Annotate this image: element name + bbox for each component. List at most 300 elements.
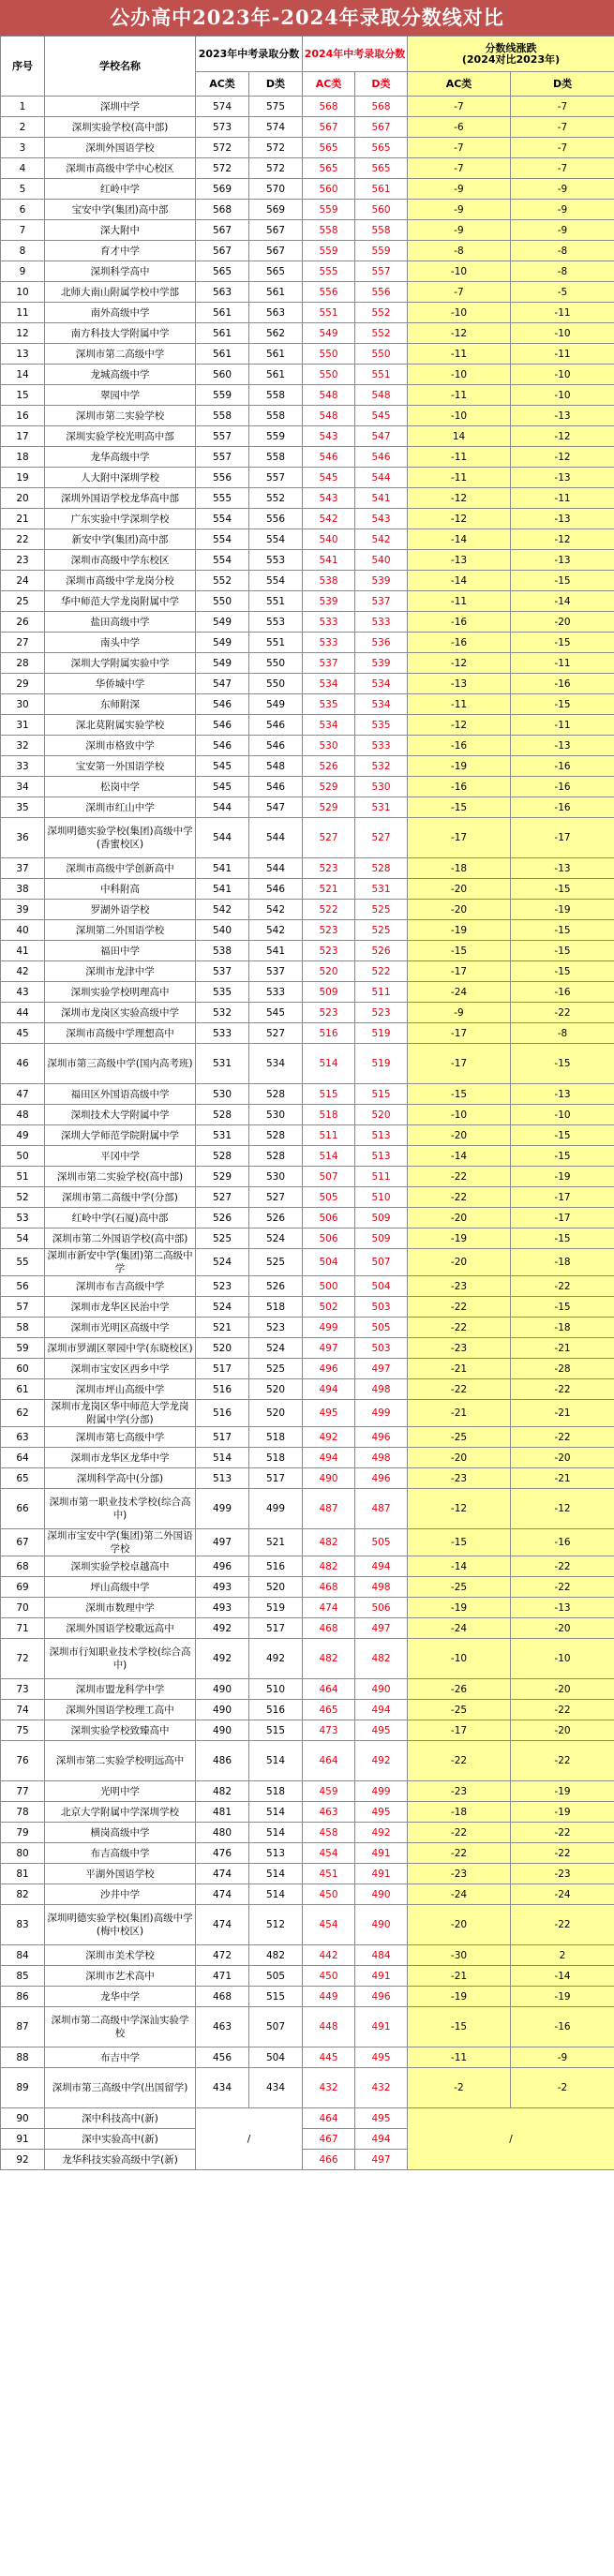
ac-change-cell: -19 [408, 1987, 511, 2007]
ac-2024-cell: 494 [303, 1448, 355, 1468]
ac-2023-cell: 554 [196, 509, 249, 529]
seq-cell: 61 [1, 1379, 45, 1400]
d-2024-cell: 527 [355, 818, 408, 858]
ac-2023-cell: 524 [196, 1249, 249, 1276]
ac-2023-cell: 531 [196, 1044, 249, 1084]
d-2024-cell: 492 [355, 1741, 408, 1781]
seq-cell: 82 [1, 1884, 45, 1905]
ac-change-cell: -17 [408, 961, 511, 982]
d-2024-cell: 531 [355, 879, 408, 900]
d-2024-cell: 537 [355, 591, 408, 612]
table-row [1, 1843, 614, 1864]
ac-change-cell: -12 [408, 653, 511, 674]
table-row [1, 1468, 614, 1489]
ac-change-cell: -22 [408, 1843, 511, 1864]
d-2024-cell: 545 [355, 406, 408, 426]
school-name-cell: 深圳市第七高级中学 [45, 1427, 196, 1448]
d-2024-cell: 491 [355, 2007, 408, 2047]
d-2024-cell: 565 [355, 158, 408, 179]
score2023-new-merged-cell: / [196, 2108, 303, 2170]
table-row [1, 138, 614, 158]
d-2023-cell: 527 [249, 1187, 303, 1208]
d-2024-cell: 560 [355, 200, 408, 220]
ac-2024-cell: 459 [303, 1781, 355, 1802]
d-2023-cell: 554 [249, 571, 303, 591]
ac-2024-cell: 518 [303, 1105, 355, 1125]
table-row [1, 1400, 614, 1427]
ac-2024-cell: 451 [303, 1864, 355, 1884]
d-change-cell: -17 [511, 1187, 614, 1208]
ac-change-cell: -24 [408, 1618, 511, 1639]
ac-2023-cell: 474 [196, 1905, 249, 1945]
ac-change-cell: -11 [408, 385, 511, 406]
school-name-cell: 深北莫附属实验学校 [45, 715, 196, 736]
school-name-cell: 深圳市高级中学龙岗分校 [45, 571, 196, 591]
school-name-cell: 深圳市格致中学 [45, 736, 196, 756]
table-row [1, 1084, 614, 1105]
d-2024-cell: 495 [355, 1720, 408, 1741]
ac-2024-cell: 541 [303, 550, 355, 571]
d-2024-cell: 496 [355, 1468, 408, 1489]
d-change-cell: -20 [511, 612, 614, 633]
seq-cell: 50 [1, 1146, 45, 1167]
d-change-cell: -11 [511, 344, 614, 365]
d-2023-cell: 516 [249, 1700, 303, 1720]
seq-cell: 45 [1, 1023, 45, 1044]
ac-change-cell: -15 [408, 1529, 511, 1556]
seq-cell: 89 [1, 2068, 45, 2108]
ac-change-cell: -9 [408, 1003, 511, 1023]
seq-cell: 72 [1, 1639, 45, 1679]
ac-change-cell: -22 [408, 1379, 511, 1400]
ac-2023-cell: 490 [196, 1679, 249, 1700]
seq-cell: 65 [1, 1468, 45, 1489]
ac-2024-cell: 487 [303, 1489, 355, 1529]
ac-2023-cell: 528 [196, 1105, 249, 1125]
table-row [1, 777, 614, 797]
ac-change-cell: -20 [408, 1125, 511, 1146]
d-2024-cell: 496 [355, 1427, 408, 1448]
table-row [1, 447, 614, 468]
table-row [1, 200, 614, 220]
ac-change-cell: -12 [408, 1489, 511, 1529]
school-name-cell: 深圳大学附属实验中学 [45, 653, 196, 674]
d-2023-cell: 552 [249, 488, 303, 509]
table-row [1, 1338, 614, 1359]
table-row [1, 1489, 614, 1529]
d-2024-cell: 498 [355, 1379, 408, 1400]
school-name-cell: 沙井中学 [45, 1884, 196, 1905]
school-header: 学校名称 [45, 37, 196, 97]
table-row [1, 1187, 614, 1208]
d-change-cell: -7 [511, 97, 614, 117]
d-2024-cell: 491 [355, 1864, 408, 1884]
d-change-cell: -11 [511, 303, 614, 323]
table-row [1, 797, 614, 818]
d-change-cell: -13 [511, 406, 614, 426]
d-change-cell: -16 [511, 1529, 614, 1556]
table-row [1, 694, 614, 715]
ac-2024-cell: 496 [303, 1359, 355, 1379]
ac-2024-cell: 448 [303, 2007, 355, 2047]
table-row [1, 1379, 614, 1400]
seq-cell: 13 [1, 344, 45, 365]
ac-2023-cell: 526 [196, 1208, 249, 1228]
table-row [1, 97, 614, 117]
d-2023-cell: 518 [249, 1297, 303, 1318]
ac-2024-cell: 454 [303, 1905, 355, 1945]
d-2023-cell: 575 [249, 97, 303, 117]
school-name-cell: 深圳科学高中(分部) [45, 1468, 196, 1489]
ac-change-cell: -13 [408, 550, 511, 571]
d-change-cell: -21 [511, 1468, 614, 1489]
seq-cell: 56 [1, 1276, 45, 1297]
table-row [1, 426, 614, 447]
ac-2024-cell: 468 [303, 1618, 355, 1639]
ac-change-cell: -11 [408, 2047, 511, 2068]
ac-change-cell: -17 [408, 1023, 511, 1044]
ac-change-cell: -2 [408, 2068, 511, 2108]
d-2024-cell: 542 [355, 529, 408, 550]
school-name-cell: 东师附深 [45, 694, 196, 715]
ac-2023-cell: 481 [196, 1802, 249, 1823]
d-change-header: D类 [511, 72, 614, 97]
seq-cell: 67 [1, 1529, 45, 1556]
school-name-cell: 深大附中 [45, 220, 196, 241]
seq-cell: 26 [1, 612, 45, 633]
table-row [1, 1823, 614, 1843]
d-2023-cell: 526 [249, 1276, 303, 1297]
d-change-cell: -22 [511, 1700, 614, 1720]
d-2023-cell: 507 [249, 2007, 303, 2047]
school-name-cell: 深圳实验学校明理高中 [45, 982, 196, 1003]
d-change-cell: -18 [511, 1249, 614, 1276]
d-change-cell: -22 [511, 1556, 614, 1577]
d-change-cell: -13 [511, 736, 614, 756]
school-name-cell: 新安中学(集团)高中部 [45, 529, 196, 550]
school-name-cell: 深圳市艺术高中 [45, 1966, 196, 1987]
seq-cell: 12 [1, 323, 45, 344]
seq-cell: 42 [1, 961, 45, 982]
ac-change-cell: -19 [408, 920, 511, 941]
ac-2023-cell: 497 [196, 1529, 249, 1556]
ac-change-cell: -18 [408, 858, 511, 879]
table-row [1, 303, 614, 323]
seq-cell: 79 [1, 1823, 45, 1843]
ac-2024-cell: 543 [303, 488, 355, 509]
ac-2024-cell: 534 [303, 674, 355, 694]
d-2024-cell: 497 [355, 1618, 408, 1639]
ac-2023-cell: 565 [196, 261, 249, 282]
school-name-cell: 深圳外国语学校理工高中 [45, 1700, 196, 1720]
d-2023-cell: 567 [249, 241, 303, 261]
table-row [1, 1167, 614, 1187]
d-2024-cell: 495 [355, 2108, 408, 2129]
ac-change-cell: -22 [408, 1741, 511, 1781]
d-2024-cell: 550 [355, 344, 408, 365]
d-2024-cell: 494 [355, 2129, 408, 2150]
d-2024-cell: 552 [355, 303, 408, 323]
d-2024-cell: 482 [355, 1639, 408, 1679]
d-2023-cell: 537 [249, 961, 303, 982]
d-2024-cell: 546 [355, 447, 408, 468]
school-name-cell: 深圳市龙岗区华中师范大学龙岗附属中学(分部) [45, 1400, 196, 1427]
d-2023-cell: 514 [249, 1741, 303, 1781]
ac-change-cell: -8 [408, 241, 511, 261]
school-name-cell: 盐田高级中学 [45, 612, 196, 633]
ac-change-cell: -14 [408, 1146, 511, 1167]
seq-cell: 70 [1, 1598, 45, 1618]
ac-2023-cell: 535 [196, 982, 249, 1003]
school-name-cell: 深圳市第一职业技术学校(综合高中) [45, 1489, 196, 1529]
table-row [1, 858, 614, 879]
d-change-cell: -16 [511, 674, 614, 694]
ac-change-cell: -16 [408, 633, 511, 653]
ac-2023-cell: 567 [196, 220, 249, 241]
table-row [1, 117, 614, 138]
school-name-cell: 深圳实验学校致臻高中 [45, 1720, 196, 1741]
school-name-cell: 深圳大学师范学院附属中学 [45, 1125, 196, 1146]
ac-2024-cell: 526 [303, 756, 355, 777]
seq-cell: 46 [1, 1044, 45, 1084]
school-name-cell: 深圳市罗湖区翠园中学(东晓校区) [45, 1338, 196, 1359]
d-change-cell: -11 [511, 488, 614, 509]
d-2024-cell: 523 [355, 1003, 408, 1023]
school-name-cell: 深圳市龙岗区实验高级中学 [45, 1003, 196, 1023]
d-2023-cell: 553 [249, 550, 303, 571]
d-2024-cell: 491 [355, 1966, 408, 1987]
ac-2024-cell: 442 [303, 1945, 355, 1966]
d-2024-cell: 535 [355, 715, 408, 736]
seq-cell: 44 [1, 1003, 45, 1023]
table-row [1, 385, 614, 406]
d-2023-cell: 561 [249, 282, 303, 303]
ac-2023-cell: 559 [196, 385, 249, 406]
seq-cell: 58 [1, 1318, 45, 1338]
table-row [1, 982, 614, 1003]
d-2024-cell: 531 [355, 797, 408, 818]
ac-change-cell: -20 [408, 1249, 511, 1276]
d-2023-cell: 546 [249, 736, 303, 756]
d-2024-cell: 494 [355, 1700, 408, 1720]
ac-2024-cell: 464 [303, 2108, 355, 2129]
d-2023-cell: 505 [249, 1966, 303, 1987]
seq-cell: 64 [1, 1448, 45, 1468]
d-2024-cell: 498 [355, 1577, 408, 1598]
seq-cell: 55 [1, 1249, 45, 1276]
d-change-cell: -16 [511, 797, 614, 818]
ac-change-cell: -20 [408, 1448, 511, 1468]
table-row [1, 1577, 614, 1598]
ac-2023-cell: 474 [196, 1884, 249, 1905]
d-2024-cell: 497 [355, 2150, 408, 2170]
ac-2023-cell: 529 [196, 1167, 249, 1187]
d-2024-cell: 494 [355, 1556, 408, 1577]
d-change-cell: -19 [511, 1987, 614, 2007]
ac-2023-cell: 493 [196, 1577, 249, 1598]
d-change-cell: -18 [511, 1318, 614, 1338]
ac-2024-cell: 556 [303, 282, 355, 303]
ac-2024-cell: 473 [303, 1720, 355, 1741]
d-change-cell: -20 [511, 1618, 614, 1639]
school-name-cell: 深圳市行知职业技术学校(综合高中) [45, 1639, 196, 1679]
ac-2024-cell: 523 [303, 858, 355, 879]
d-change-cell: -7 [511, 117, 614, 138]
d-2024-cell: 490 [355, 1679, 408, 1700]
seq-cell: 62 [1, 1400, 45, 1427]
ac-change-cell: -14 [408, 1556, 511, 1577]
ac-2024-cell: 559 [303, 200, 355, 220]
school-name-cell: 南方科技大学附属中学 [45, 323, 196, 344]
d-2024-cell: 533 [355, 612, 408, 633]
d-2024-cell: 432 [355, 2068, 408, 2108]
ac-2023-cell: 471 [196, 1966, 249, 1987]
seq-cell: 49 [1, 1125, 45, 1146]
seq-cell: 17 [1, 426, 45, 447]
ac-2024-cell: 506 [303, 1208, 355, 1228]
table-row [1, 1297, 614, 1318]
table-row [1, 941, 614, 961]
ac-2024-cell: 516 [303, 1023, 355, 1044]
table-row [1, 715, 614, 736]
school-name-cell: 深圳市第二高级中学深汕实验学校 [45, 2007, 196, 2047]
ac-2023-cell: 546 [196, 736, 249, 756]
ac-change-cell: -16 [408, 736, 511, 756]
ac-2023-cell: 567 [196, 241, 249, 261]
table-row [1, 1720, 614, 1741]
ac-2024-cell: 535 [303, 694, 355, 715]
ac-change-cell: -22 [408, 1297, 511, 1318]
school-name-cell: 福田中学 [45, 941, 196, 961]
table-row [1, 756, 614, 777]
table-row [1, 1318, 614, 1338]
ac-2024-cell: 533 [303, 633, 355, 653]
seq-cell: 74 [1, 1700, 45, 1720]
d-2024-cell: 505 [355, 1318, 408, 1338]
ac-change-cell: -15 [408, 1084, 511, 1105]
ac-2024-cell: 494 [303, 1379, 355, 1400]
ac-change-cell: -12 [408, 488, 511, 509]
seq-cell: 43 [1, 982, 45, 1003]
ac-2023-cell: 540 [196, 920, 249, 941]
ac-change-cell: -23 [408, 1864, 511, 1884]
table-row [1, 488, 614, 509]
ac-change-cell: -23 [408, 1781, 511, 1802]
d-change-cell: -10 [511, 385, 614, 406]
seq-cell: 57 [1, 1297, 45, 1318]
d-change-cell: -13 [511, 1598, 614, 1618]
d-2024-cell: 539 [355, 653, 408, 674]
school-name-cell: 深圳明德实验学校(集团)高级中学(香蜜校区) [45, 818, 196, 858]
seq-cell: 51 [1, 1167, 45, 1187]
d-2023-cell: 513 [249, 1843, 303, 1864]
ac-2024-cell: 567 [303, 117, 355, 138]
seq-cell: 15 [1, 385, 45, 406]
ac-2024-cell: 550 [303, 365, 355, 385]
school-name-cell: 深圳市龙津中学 [45, 961, 196, 982]
school-name-cell: 深圳实验学校卓越高中 [45, 1556, 196, 1577]
ac-2023-cell: 492 [196, 1639, 249, 1679]
d-change-cell: -15 [511, 920, 614, 941]
d-change-cell: -8 [511, 261, 614, 282]
table-row [1, 1966, 614, 1987]
school-name-cell: 深圳实验学校光明高中部 [45, 426, 196, 447]
ac-change-cell: -11 [408, 344, 511, 365]
seq-cell: 48 [1, 1105, 45, 1125]
d-change-cell: -22 [511, 1905, 614, 1945]
ac-2024-cell: 507 [303, 1167, 355, 1187]
ac-change-cell: -14 [408, 571, 511, 591]
d-2024-cell: 556 [355, 282, 408, 303]
seq-cell: 28 [1, 653, 45, 674]
ac-2024-cell: 546 [303, 447, 355, 468]
ac-change-cell: -10 [408, 1639, 511, 1679]
ac-2024-cell: 543 [303, 426, 355, 447]
d-2024-cell: 509 [355, 1228, 408, 1249]
school-name-cell: 深中科技高中(新) [45, 2108, 196, 2129]
d-2024-cell: 541 [355, 488, 408, 509]
d-change-cell: -15 [511, 633, 614, 653]
d-2023-cell: 492 [249, 1639, 303, 1679]
ac-2024-cell: 502 [303, 1297, 355, 1318]
seq-cell: 53 [1, 1208, 45, 1228]
ac-2024-cell: 545 [303, 468, 355, 488]
d-2023-cell: 558 [249, 385, 303, 406]
ac-2024-cell: 537 [303, 653, 355, 674]
ac-2024-cell: 506 [303, 1228, 355, 1249]
ac-change-cell: -20 [408, 1905, 511, 1945]
ac-2024-cell: 463 [303, 1802, 355, 1823]
table-row [1, 2047, 614, 2068]
ac-change-cell: -6 [408, 117, 511, 138]
seq-cell: 24 [1, 571, 45, 591]
table-row [1, 406, 614, 426]
seq-cell: 59 [1, 1338, 45, 1359]
table-row [1, 1700, 614, 1720]
ac-2024-cell: 490 [303, 1468, 355, 1489]
seq-cell: 30 [1, 694, 45, 715]
table-row [1, 1228, 614, 1249]
ac-change-cell: -16 [408, 777, 511, 797]
seq-cell: 63 [1, 1427, 45, 1448]
d-2023-cell: 510 [249, 1679, 303, 1700]
ac-2024-header: AC类 [303, 72, 355, 97]
ac-2024-cell: 539 [303, 591, 355, 612]
seq-cell: 73 [1, 1679, 45, 1700]
ac-change-cell: -22 [408, 1187, 511, 1208]
table-row [1, 1427, 614, 1448]
d-2023-cell: 525 [249, 1359, 303, 1379]
table-row [1, 261, 614, 282]
ac-2023-cell: 513 [196, 1468, 249, 1489]
ac-change-cell: -9 [408, 220, 511, 241]
table-row [1, 1003, 614, 1023]
ac-2023-cell: 552 [196, 571, 249, 591]
d-change-cell: -22 [511, 1741, 614, 1781]
d-2024-cell: 513 [355, 1125, 408, 1146]
ac-2023-cell: 546 [196, 694, 249, 715]
ac-2024-cell: 560 [303, 179, 355, 200]
ac-2023-cell: 472 [196, 1945, 249, 1966]
d-change-cell: -15 [511, 1146, 614, 1167]
school-name-cell: 深圳市第二实验学校明远高中 [45, 1741, 196, 1781]
ac-2023-cell: 563 [196, 282, 249, 303]
seq-cell: 37 [1, 858, 45, 879]
d-change-cell: -13 [511, 468, 614, 488]
seq-cell: 34 [1, 777, 45, 797]
school-name-cell: 龙华高级中学 [45, 447, 196, 468]
d-2023-cell: 553 [249, 612, 303, 633]
